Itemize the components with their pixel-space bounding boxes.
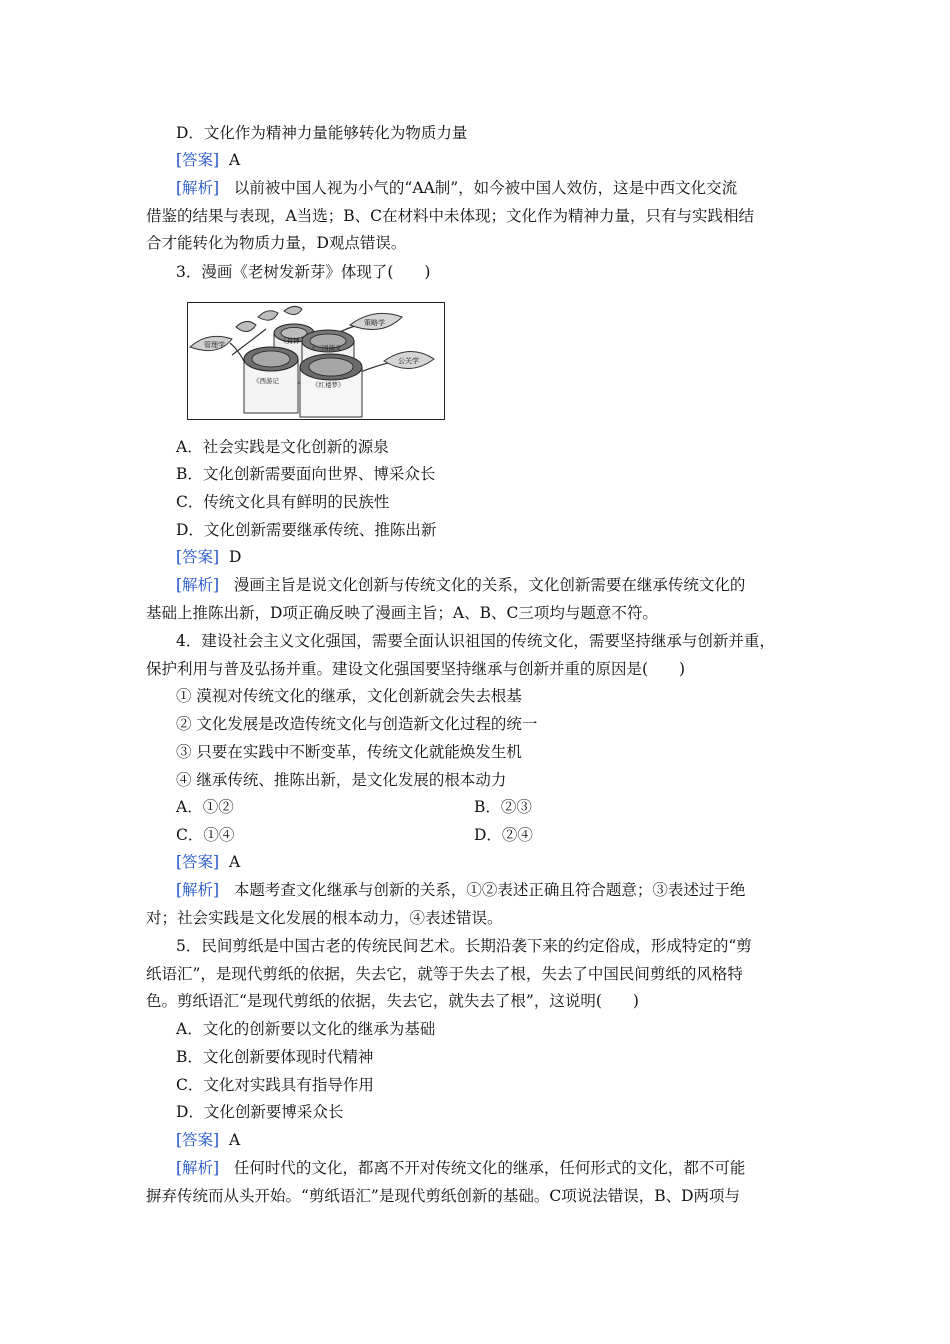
leaf-label-strategy: 策略学	[364, 319, 385, 327]
leaf-label-pr: 公关学	[398, 357, 419, 365]
answer-row-q5	[176, 1130, 240, 1150]
stump-label-fengshen: 《封神	[280, 337, 300, 345]
analysis-tag: [解析]	[176, 576, 220, 594]
analysis-text: 摒弃传统而从头开始。“剪纸语汇”是现代剪纸创新的基础。C项说法错误，B、D两项与	[146, 1187, 741, 1205]
question-4-stem-cont: 保护利用与普及弘扬并重。建设文化强国要坚持继承与创新并重的原因是( )	[146, 660, 686, 678]
answer-row-q4	[176, 852, 240, 872]
q4-statement-1: ① 漠视对传统文化的继承，文化创新就会失去根基	[176, 687, 522, 705]
q4-option-c: C．①④	[176, 826, 235, 844]
analysis-text: 任何时代的文化，都离不开对传统文化的继承，任何形式的文化，都不可能	[233, 1159, 746, 1177]
q5-option-a: A．文化的创新要以文化的继承为基础	[176, 1020, 436, 1038]
analysis-text: 本题考查文化继承与创新的关系，①②表述正确且符合题意；③表述过于绝	[233, 881, 746, 899]
analysis-text: 以前被中国人视为小气的“AA制”，如今被中国人效仿，这是中西文化交流	[233, 179, 738, 197]
analysis-text: 对；社会实践是文化发展的根本动力，④表述错误。	[146, 909, 503, 927]
answer-value: A	[228, 1131, 241, 1149]
q3-option-b: B．文化创新需要面向世界、博采众长	[176, 465, 436, 483]
q4-option-a: A．①②	[176, 798, 234, 816]
analysis-text: 漫画主旨是说文化创新与传统文化的关系，文化创新需要在继承传统文化的	[233, 576, 746, 594]
analysis-row-q3	[176, 575, 745, 595]
q4-statement-3: ③ 只要在实践中不断变革，传统文化就能焕发生机	[176, 743, 522, 761]
cartoon-old-tree-new-sprouts	[187, 302, 445, 420]
answer-tag: [答案]	[176, 548, 220, 566]
stump-label-hongloumeng: 《红楼梦》	[312, 381, 345, 389]
q4-statement-4: ④ 继承传统、推陈出新，是文化发展的根本动力	[176, 771, 507, 789]
analysis-text: 基础上推陈出新，D项正确反映了漫画主旨；A、B、C三项均与题意不符。	[146, 604, 658, 622]
answer-value: A	[228, 151, 241, 169]
question-5-stem-cont: 色。剪纸语汇“是现代剪纸的依据，失去它，就失去了根”，这说明( )	[146, 992, 639, 1010]
q4-option-d: D．②④	[474, 826, 533, 844]
q2-option-d: D．文化作为精神力量能够转化为物质力量	[176, 124, 468, 142]
question-4-stem: 4．建设社会主义文化强国，需要全面认识祖国的传统文化，需要坚持继承与创新并重，	[176, 632, 775, 650]
analysis-row-q2	[176, 178, 737, 198]
analysis-row-q4	[176, 880, 745, 900]
answer-row-q3	[176, 547, 241, 567]
question-3-stem: 3．漫画《老树发新芽》体现了( )	[176, 263, 431, 281]
q5-option-b: B．文化创新要体现时代精神	[176, 1048, 374, 1066]
answer-value: D	[228, 548, 242, 566]
cartoon-drawing	[188, 303, 444, 419]
answer-row-q2	[176, 150, 240, 170]
q5-option-c: C．文化对实践具有指导作用	[176, 1076, 374, 1094]
q3-option-d: D．文化创新需要继承传统、推陈出新	[176, 521, 437, 539]
question-5-stem: 5．民间剪纸是中国古老的传统民间艺术。长期沿袭下来的约定俗成，形成特定的“剪	[176, 937, 752, 955]
q4-option-b: B．②③	[474, 798, 532, 816]
answer-tag: [答案]	[176, 1131, 220, 1149]
leaf-label-management: 管理学	[204, 341, 225, 349]
analysis-text: 合才能转化为物质力量，D观点错误。	[146, 234, 407, 252]
stump-label-xiyouji: 《西游记	[253, 377, 279, 385]
q3-option-a: A．社会实践是文化创新的源泉	[176, 438, 389, 456]
analysis-row-q5	[176, 1158, 745, 1178]
answer-tag: [答案]	[176, 151, 220, 169]
answer-tag: [答案]	[176, 853, 220, 871]
q4-statement-2: ② 文化发展是改造传统文化与创造新文化过程的统一	[176, 715, 538, 733]
q3-option-c: C．传统文化具有鲜明的民族性	[176, 493, 390, 511]
analysis-tag: [解析]	[176, 1159, 220, 1177]
answer-value: A	[228, 853, 241, 871]
analysis-tag: [解析]	[176, 179, 220, 197]
q5-option-d: D．文化创新要博采众长	[176, 1103, 344, 1121]
question-5-stem-cont: 纸语汇”，是现代剪纸的依据，失去它，就等于失去了根，失去了中国民间剪纸的风格特	[146, 965, 743, 983]
analysis-text: 借鉴的结果与表现，A当选；B、C在材料中未体现；文化作为精神力量，只有与实践相结	[146, 207, 754, 225]
analysis-tag: [解析]	[176, 881, 220, 899]
stump-label-sanguo: 《三国演义	[309, 344, 342, 352]
